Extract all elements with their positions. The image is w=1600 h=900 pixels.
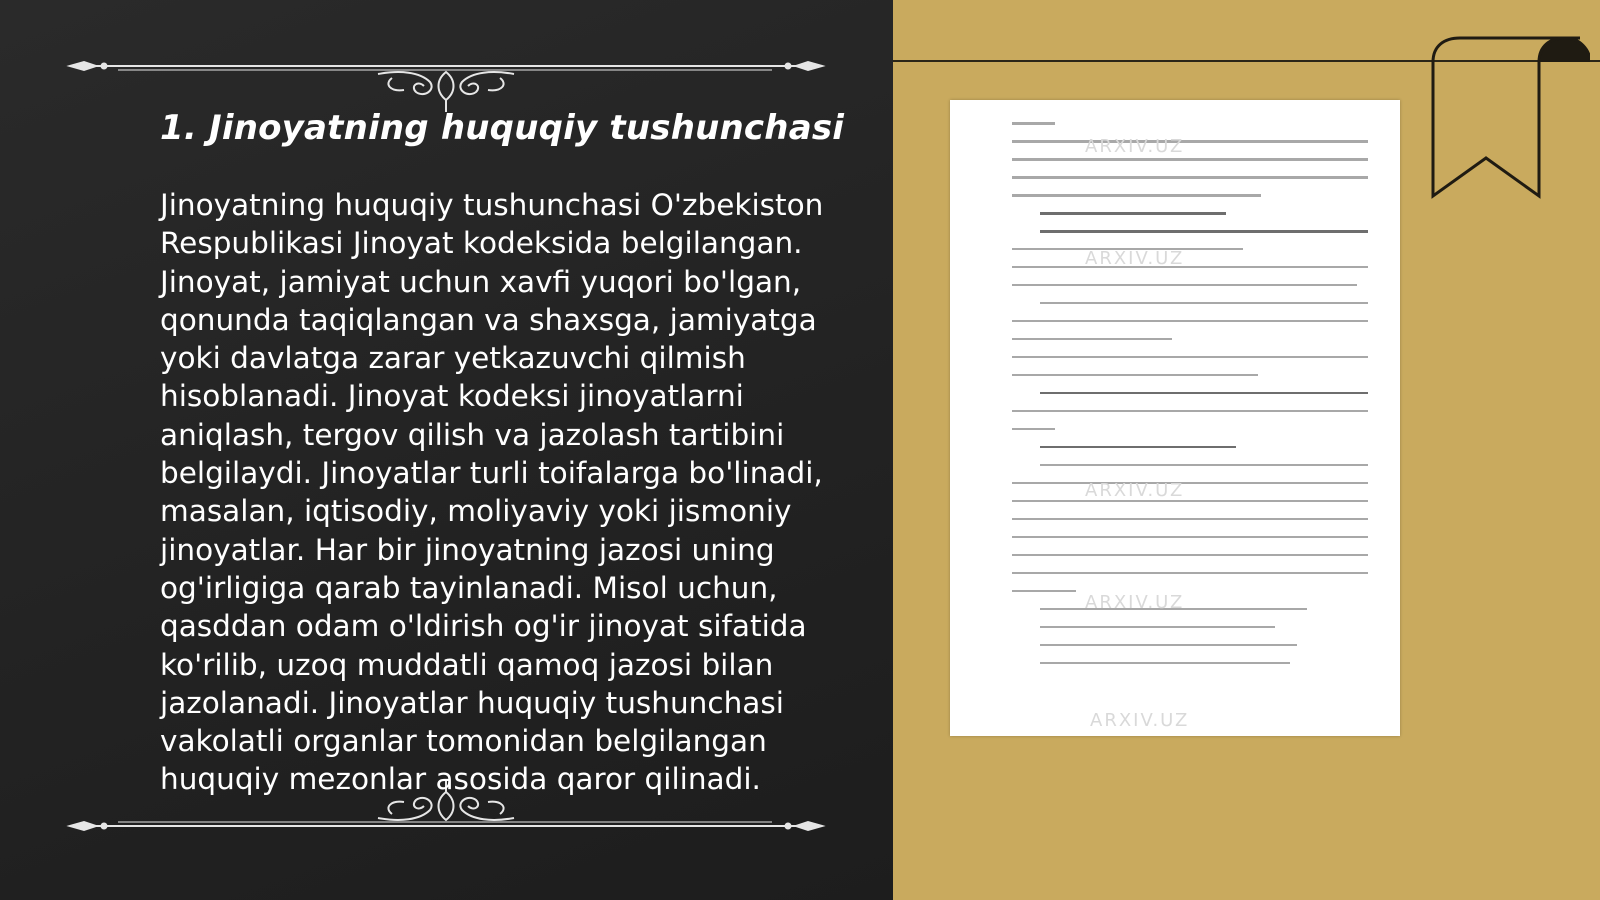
document-preview-image: [950, 100, 1400, 736]
watermark-text: ARXIV.UZ: [1085, 248, 1185, 269]
watermark-text: ARXIV.UZ: [1085, 592, 1185, 613]
bookmark-icon: [1430, 36, 1590, 206]
slide-title: 1. Jinoyatning huquqiy tushunchasi: [160, 108, 845, 148]
document-text-lines: [1012, 122, 1368, 680]
watermark-text: ARXIV.UZ: [1085, 480, 1185, 501]
watermark-text: ARXIV.UZ: [1085, 136, 1185, 157]
slide-body-text: Jinoyatning huquqiy tushunchasi O'zbekiston Respublikasi Jinoyat kodeksida belgilangan. Jinoyat, jamiyat uchun xavfi yuqori bo'lgan, qonunda taqiqlangan va shaxsga, jamiyatga yoki davlatga zarar yetkazuvchi qilmish hisoblanadi. Jinoyat kodeksi jinoyatlarni aniqlash, tergov qilish va jazolash tartibini belgilaydi. Jinoyatlar turli toifalarga bo'linadi, masalan, iqtisodiy, moliyaviy yoki jismoniy jinoyatlar. Har bir jinoyatning jazosi uning og'irligiga qarab tayinlanadi. Misol uchun, qasddan odam o'ldirish og'ir jinoyat sifatida ko'rilib, uzoq muddatli qamoq jazosi bilan jazolanadi. Jinoyatlar huquqiy tushunchasi vakolatli organlar tomonidan belgilangan huquqiy mezonlar asosida qaror qilinadi.: [160, 188, 824, 797]
watermark-text: ARXIV.UZ: [1090, 710, 1190, 731]
